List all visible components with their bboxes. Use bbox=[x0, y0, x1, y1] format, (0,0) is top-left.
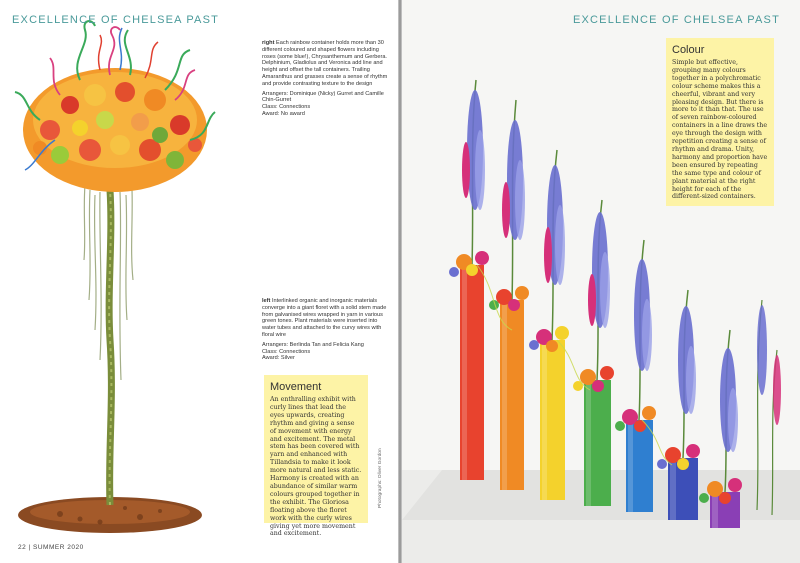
caption-left-body bbox=[262, 298, 388, 339]
caption-left-arrangers: Arrangers: Berlinda Tan and Felicia Kang bbox=[262, 341, 364, 348]
movement-title: Movement bbox=[270, 381, 322, 393]
caption-left-lead: left bbox=[262, 298, 271, 304]
caption-left-text: Interlinked organic and inorganic materials converge into a giant floret with a solid stem made from galvanised wires wrapped in yarn in various green tones. Plant materials were inserted into water tubes and attached to the curvy wires with floral wire bbox=[262, 298, 387, 338]
caption-left-award: Award: Silver bbox=[262, 355, 295, 362]
caption-left-arrangement bbox=[262, 298, 388, 362]
colour-sidebar bbox=[666, 38, 774, 206]
movement-sidebar bbox=[264, 375, 368, 538]
caption-right-text: Each rainbow container holds more than 30 different coloured and shaped flowers including roses (some blue!), Chrysanthemum and Gerbera. Delphinium, Gladiolus and Veronica add line and height and offset the tall containers. Trailing Amaranthus and grasses create a sense of rhythm and provide contrasting texture to the design bbox=[262, 40, 388, 87]
caption-right-award: Award: No award bbox=[262, 110, 305, 117]
running-head-left: EXCELLENCE OF CHELSEA PAST bbox=[12, 14, 220, 26]
page-folio: 22 | SUMMER 2020 bbox=[18, 544, 84, 551]
photo-credit: Photographs: Oliver Gordon bbox=[378, 448, 383, 508]
colour-body: Simple but effective, grouping many colours together in a polychromatic colour scheme makes this a cheerful, vibrant and very pleasing design. But there is more to it than that. The use of seven rainbow-coloured containers in a line draws the eye through the design with repetition creating a sense of rhythm and drama. Unity, harmony and proportion have been ensured by repeating the same type and colour of plant material at the right height for each of the different-sized containers. bbox=[672, 59, 768, 201]
caption-right-arrangement bbox=[262, 40, 390, 118]
caption-right-lead: right bbox=[262, 40, 275, 46]
movement-body: An enthralling exhibit with curly lines that lead the eyes upwards, creating rhythm and giving a sense of movement with energy and excitement. The metal stem has been covered with yarn and enhanced with Tillandsia to make it look more natural and less static. Harmony is created with an abundance of similar warm colours grouped together in the exhibit. The Gloriosa floating above the floret work with the curly wires giving yet more movement and excitement. bbox=[270, 396, 362, 538]
right-page bbox=[402, 0, 800, 563]
colour-title: Colour bbox=[672, 44, 705, 56]
caption-right-class: Class: Connections bbox=[262, 104, 311, 111]
caption-right-arrangers: Arrangers: Dominique (Nicky) Gurret and Camille Chin-Gurret bbox=[262, 90, 384, 104]
caption-left-class: Class: Connections bbox=[262, 348, 311, 355]
running-head-right: EXCELLENCE OF CHELSEA PAST bbox=[572, 14, 780, 26]
left-page bbox=[0, 0, 398, 563]
caption-right-body bbox=[262, 40, 390, 88]
